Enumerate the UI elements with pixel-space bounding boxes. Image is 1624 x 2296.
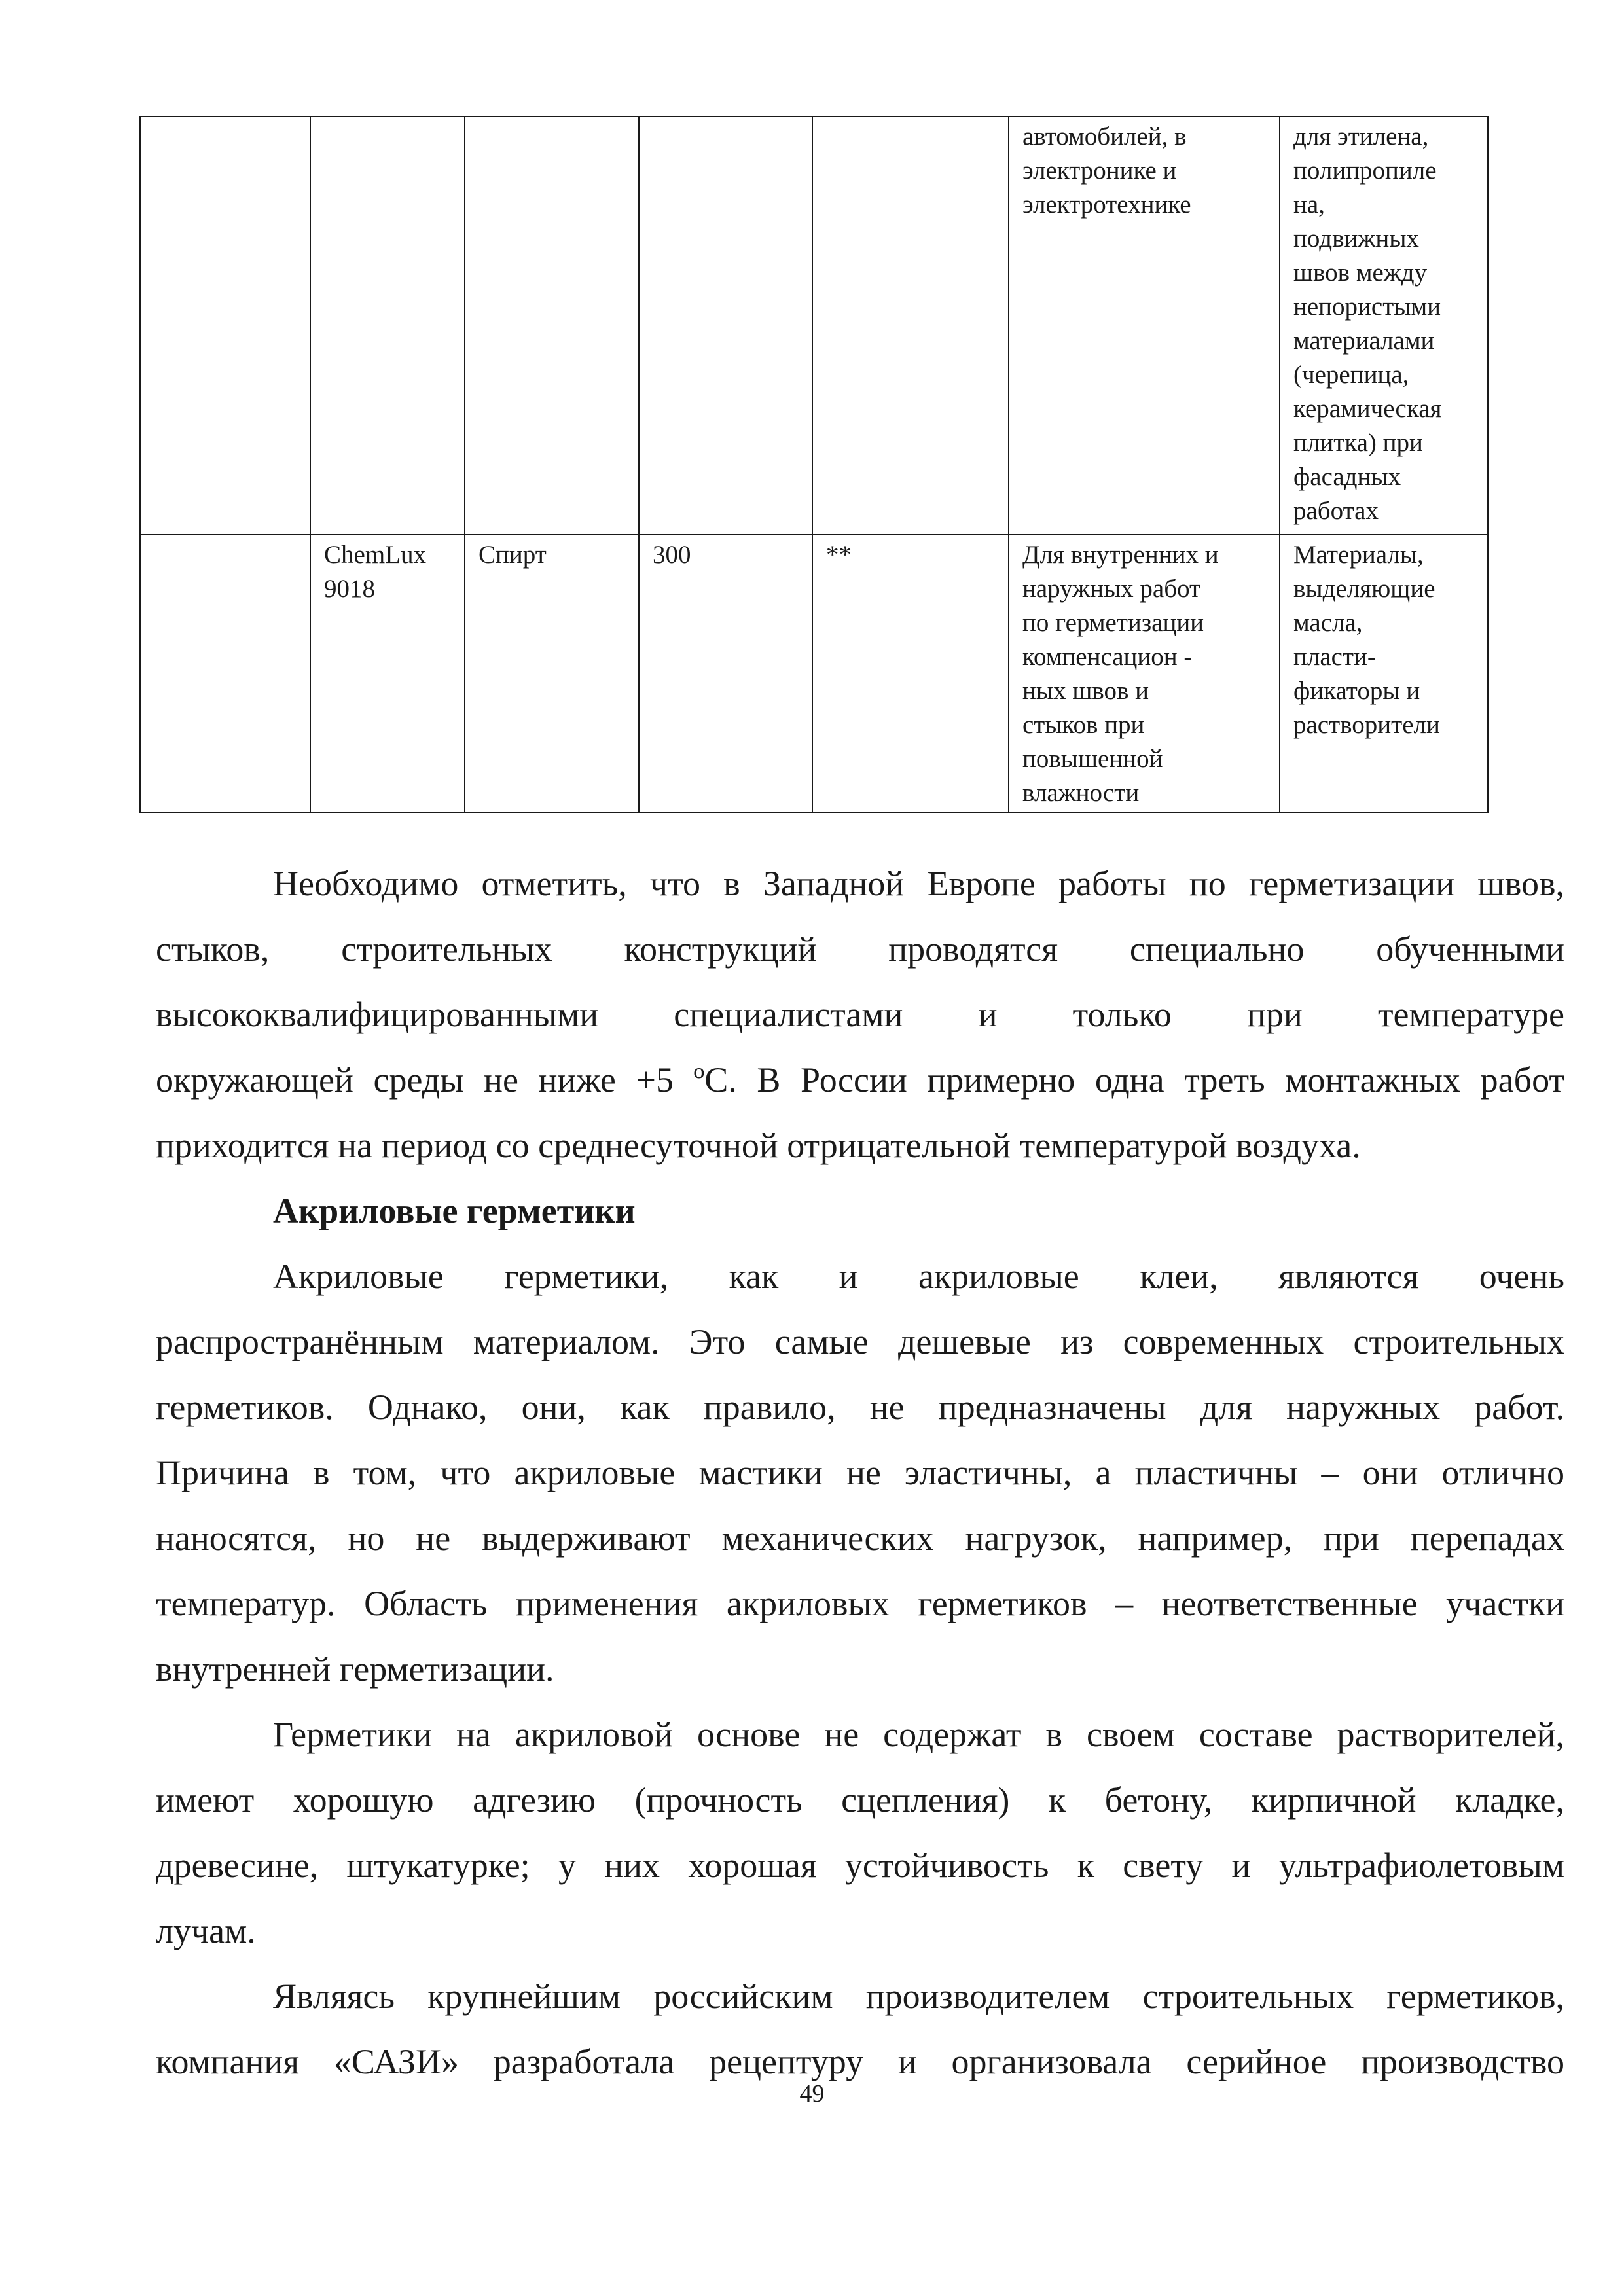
application-cell [1009,535,1280,812]
table-row [140,535,1488,812]
table-cell [812,117,1009,535]
table-cell [1280,117,1488,535]
table-cell [1009,117,1280,535]
paragraph-line: окружающей среды не ниже +5 ºС. В России примерно одна треть монтажных работ [156,1060,1564,1100]
sealant-table [139,116,1489,813]
product-name-cell [310,535,465,812]
base-cell [465,535,639,812]
cell-text: стыков при [1022,711,1145,739]
cell-text: наружных работ [1022,575,1201,603]
value-cell [639,535,812,812]
cell-text: фасадных [1293,463,1401,491]
paragraph-line: Герметики на акриловой основе не содержат в своем составе растворителей, [273,1715,1564,1754]
table-cell [310,117,465,535]
paragraph-line: распространённым материалом. Это самые дешевые из современных строительных [156,1322,1564,1361]
paragraph-line: Акриловые герметики, как и акриловые клеи, являются очень [273,1257,1564,1296]
paragraph-line: наносятся, но не выдерживают механических нагрузок, например, при перепадах [156,1518,1564,1558]
cell-text: влажности [1022,779,1140,807]
page-number: 49 [799,2080,825,2108]
cell-text: пласти- [1293,643,1376,671]
paragraph-line: лучам. [156,1911,256,1950]
paragraph-line: приходится на период со среднесуточной отрицательной температурой воздуха. [156,1126,1361,1165]
cell-text: плитка) при [1293,429,1423,457]
restrictions-cell [1280,535,1488,812]
cell-text: работах [1293,497,1379,525]
cell-text: Для внутренних и [1022,541,1219,569]
cell-text: материалами [1293,327,1435,355]
paragraph-line: древесине, штукатурке; у них хорошая устойчивость к свету и ультрафиолетовым [156,1846,1564,1885]
cell-text: полипропиле [1293,156,1437,185]
cell-text: ных швов и [1022,677,1149,705]
cell-text: компенсацион - [1022,643,1193,671]
table-cell [140,535,310,812]
cell-text: автомобилей, в [1022,122,1187,151]
cell-text: повышенной [1022,745,1163,773]
section-heading: Акриловые герметики [273,1191,636,1230]
body-text [156,851,1564,2094]
cell-text: непористыми [1293,293,1441,321]
cell-text: швов между [1293,259,1428,287]
table-cell [639,117,812,535]
cell-text: ** [826,541,852,569]
table-cell [140,117,310,535]
cell-text: 9018 [324,575,375,603]
cell-text: подвижных [1293,224,1419,253]
paragraph-line: температур. Область применения акриловых герметиков – неответственные участки [156,1584,1564,1623]
cell-text: выделяющие [1293,575,1435,603]
cell-text: по герметизации [1022,609,1204,637]
cell-text: Материалы, [1293,541,1424,569]
cell-text: фикаторы и [1293,677,1420,705]
paragraph-line: Необходимо отметить, что в Западной Европе работы по герметизации швов, [273,864,1564,903]
cell-text: для этилена, [1293,122,1429,151]
cell-text: растворители [1293,711,1440,739]
paragraph-line: Являясь крупнейшим российским производителем строительных герметиков, [273,1977,1564,2016]
cell-text: масла, [1293,609,1363,637]
cell-text: на, [1293,190,1325,219]
cell-text: ChemLux [324,541,426,569]
cell-text: (черепица, [1293,361,1409,389]
table-row [140,117,1488,535]
paragraph-line: внутренней герметизации. [156,1649,554,1689]
paragraph-line: Причина в том, что акриловые мастики не эластичны, а пластичны – они отлично [156,1453,1564,1492]
note-cell [812,535,1009,812]
cell-text: керамическая [1293,395,1442,423]
table-cell [465,117,639,535]
paragraph-line: компания «САЗИ» разработала рецептуру и организовала серийное производство [156,2042,1564,2081]
cell-text: 300 [653,541,691,569]
cell-text: электронике и [1022,156,1177,185]
paragraph-line: герметиков. Однако, они, как правило, не предназначены для наружных работ. [156,1388,1564,1427]
paragraph-line: стыков, строительных конструкций проводятся специально обученными [156,929,1564,969]
cell-text: электротехнике [1022,190,1191,219]
paragraph-line: имеют хорошую адгезию (прочность сцепления) к бетону, кирпичной кладке, [156,1780,1564,1820]
paragraph-line: высококвалифицированными специалистами и только при температуре [156,995,1564,1034]
cell-text: Спирт [478,541,547,569]
